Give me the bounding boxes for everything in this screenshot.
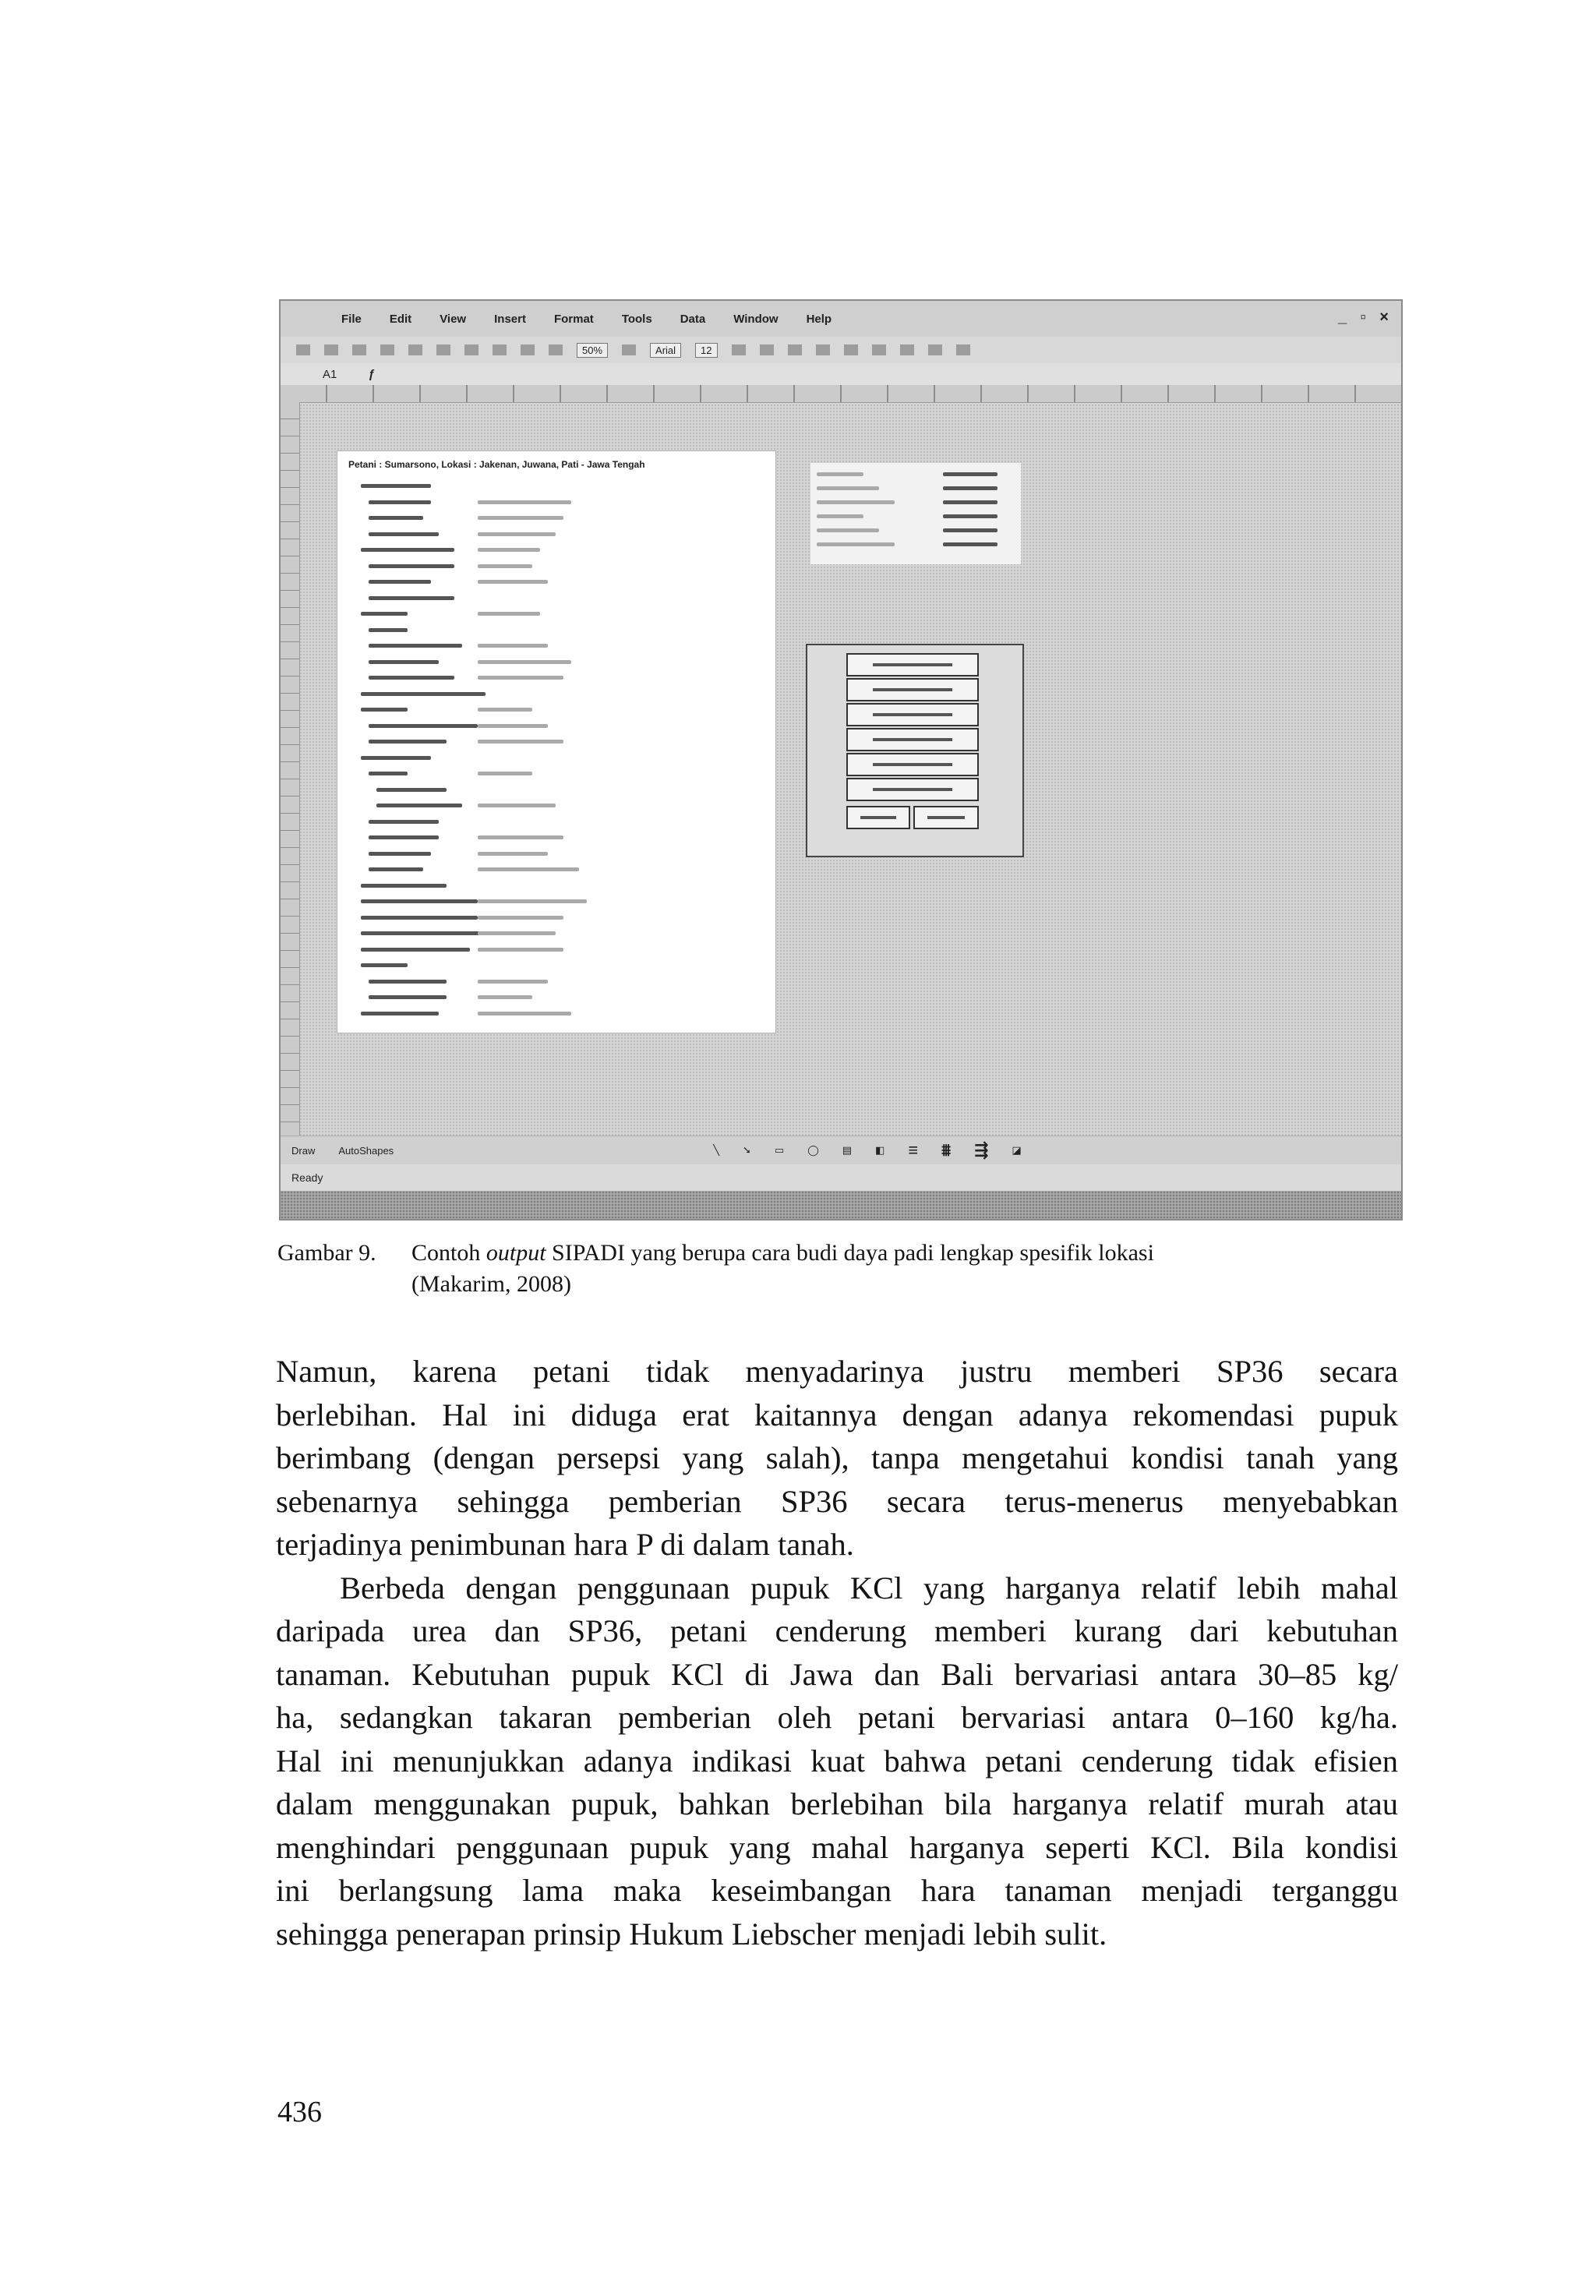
page-number: 436 xyxy=(277,2096,322,2128)
panel-line-value xyxy=(478,724,548,728)
row-headers xyxy=(281,402,300,1136)
panel-line-value xyxy=(478,931,556,935)
panel-line-label xyxy=(361,612,408,616)
dialog-button-4[interactable] xyxy=(846,728,979,751)
new-file-icon[interactable] xyxy=(296,344,310,355)
percent-icon[interactable] xyxy=(900,344,914,355)
text-box-icon[interactable]: ▤ xyxy=(842,1144,853,1156)
panel-line-value xyxy=(478,899,587,903)
panel-line-label xyxy=(361,1012,439,1016)
fill-color-icon[interactable] xyxy=(956,344,970,355)
panel-line-label xyxy=(369,644,462,648)
para-1-line-1: Namun, karena petani tidak menyadarinya justru memberi SP36 secara xyxy=(276,1354,1398,1389)
panel-line-label xyxy=(369,596,454,600)
panel-line-value xyxy=(478,516,563,520)
shadow-icon[interactable]: ◪ xyxy=(1012,1144,1022,1156)
rectangle-tool-icon[interactable]: ▭ xyxy=(774,1144,785,1156)
para-1-line-3: berimbang (dengan persepsi yang salah), tanpa mengetahui kondisi tanah yang xyxy=(276,1440,1398,1475)
menu-item-tools[interactable]: Tools xyxy=(621,312,652,326)
menu-dialog xyxy=(806,644,1024,857)
name-box[interactable]: A1 xyxy=(323,367,337,381)
panel-line-label xyxy=(369,772,408,775)
panel-line-label xyxy=(376,788,447,792)
panel-line-value xyxy=(478,676,563,680)
status-bar xyxy=(281,1164,1401,1191)
body-text xyxy=(276,1350,1398,1955)
panel-line-label xyxy=(369,564,454,568)
panel-line-value xyxy=(478,708,532,712)
caption-text-post: SIPADI yang berupa cara budi daya padi lengkap spesifik lokasi xyxy=(546,1240,1154,1266)
panel-line-value xyxy=(478,772,532,775)
figure-caption xyxy=(277,1238,1400,1300)
sort-icon[interactable] xyxy=(549,344,563,355)
draw-menu[interactable]: Draw xyxy=(291,1144,316,1157)
cut-icon[interactable] xyxy=(408,344,422,355)
menu-item-data[interactable]: Data xyxy=(680,312,706,326)
para-2-line-3: tanaman. Kebutuhan pupuk KCl di Jawa dan Bali bervariasi antara 30–85 kg/ xyxy=(276,1656,1398,1692)
para-1-line-4: sebenarnya sehingga pemberian SP36 secara terus-menerus menyebabkan xyxy=(276,1483,1398,1519)
panel-line-label xyxy=(361,899,478,903)
fertilizer-line-label xyxy=(817,528,879,532)
paste-icon[interactable] xyxy=(464,344,478,355)
fx-icon: ƒ xyxy=(368,367,375,381)
panel-line-label xyxy=(369,740,447,744)
panel-line-label xyxy=(369,580,431,584)
save-icon[interactable] xyxy=(352,344,366,355)
panel-line-label xyxy=(361,948,470,952)
menu-item-help[interactable]: Help xyxy=(806,312,832,326)
dialog-button-7[interactable] xyxy=(846,806,910,829)
panel-line-value xyxy=(478,580,548,584)
caption-line-2: (Makarim, 2008) xyxy=(411,1271,571,1297)
panel-line-value xyxy=(478,548,540,552)
fertilizer-line-value xyxy=(943,500,998,504)
menu-item-file[interactable]: File xyxy=(341,312,362,326)
italic-icon[interactable] xyxy=(760,344,774,355)
line-tool-icon[interactable]: ╲ xyxy=(713,1144,720,1156)
menu-item-format[interactable]: Format xyxy=(553,312,594,326)
panel-line-value xyxy=(478,740,563,744)
fertilizer-line-value xyxy=(943,542,998,546)
para-2-line-7: menghindari penggunaan pupuk yang mahal harganya seperti KCl. Bila kondisi xyxy=(276,1829,1398,1865)
panel-line-label xyxy=(369,724,478,728)
figure-screenshot xyxy=(279,299,1403,1220)
menu-item-edit[interactable]: Edit xyxy=(389,312,412,326)
menu-item-insert[interactable]: Insert xyxy=(494,312,526,326)
help-icon[interactable] xyxy=(622,344,636,355)
panel-line-label xyxy=(369,835,439,839)
oval-tool-icon[interactable]: ◯ xyxy=(807,1144,819,1156)
drawing-toolbar xyxy=(281,1136,1401,1164)
font-select[interactable]: Arial xyxy=(650,343,681,358)
print-icon[interactable] xyxy=(380,344,394,355)
panel-line-label xyxy=(361,692,486,696)
para-1-line-5: terjadinya penimbunan hara P di dalam tanah. xyxy=(276,1527,854,1562)
fertilizer-line-label xyxy=(817,486,879,490)
para-2-line-4: ha, sedangkan takaran pemberian oleh petani bervariasi antara 0–160 kg/ha. xyxy=(276,1700,1398,1735)
fertilizer-list xyxy=(810,463,1021,564)
panel-line-label xyxy=(361,708,408,712)
menu-item-view[interactable]: View xyxy=(440,312,467,326)
panel-line-value xyxy=(478,948,563,952)
taskbar xyxy=(281,1191,1401,1219)
panel-line-value xyxy=(478,852,548,856)
panel-line-label xyxy=(369,500,431,504)
dialog-button-8[interactable] xyxy=(913,806,979,829)
panel-line-value xyxy=(478,1012,571,1016)
window-close-icon[interactable]: _ ▫ × xyxy=(1337,309,1393,326)
currency-icon[interactable] xyxy=(872,344,886,355)
panel-line-label xyxy=(376,804,462,807)
panel-line-label xyxy=(361,756,431,760)
panel-line-label xyxy=(361,931,486,935)
para-2-line-9: sehingga penerapan prinsip Hukum Liebscher menjadi lebih sulit. xyxy=(276,1916,1107,1952)
para-2-line-2: daripada urea dan SP36, petani cenderung memberi kurang dari kebutuhan xyxy=(276,1613,1398,1648)
font-size-select[interactable]: 12 xyxy=(695,343,717,358)
para-2-line-1: Berbeda dengan penggunaan pupuk KCl yang harganya relatif lebih mahal xyxy=(340,1570,1398,1605)
panel-line-value xyxy=(478,804,556,807)
arrow-style-icon[interactable]: ⇶ xyxy=(973,1140,989,1160)
align-center-icon[interactable] xyxy=(844,344,858,355)
formula-bar xyxy=(281,363,1401,386)
dialog-button-2[interactable] xyxy=(846,678,979,701)
caption-text-pre: Contoh xyxy=(411,1240,486,1266)
fertilizer-line-label xyxy=(817,472,863,476)
para-1-line-2: berlebihan. Hal ini diduga erat kaitannya dengan adanya rekomendasi pupuk xyxy=(276,1397,1398,1432)
panel-line-label xyxy=(369,820,439,824)
panel-line-value xyxy=(478,867,579,871)
open-file-icon[interactable] xyxy=(324,344,338,355)
panel-line-label xyxy=(369,867,423,871)
panel-line-value xyxy=(478,660,571,664)
zoom-select[interactable]: 50% xyxy=(577,343,608,358)
copy-icon[interactable] xyxy=(436,344,450,355)
dialog-button-3[interactable] xyxy=(846,703,979,726)
fertilizer-line-value xyxy=(943,472,998,476)
dash-style-icon[interactable]: ⩩ xyxy=(941,1140,951,1160)
panel-line-label xyxy=(361,884,447,888)
para-2-line-8: ini berlangsung lama maka keseimbangan hara tanaman menjadi terganggu xyxy=(276,1873,1398,1908)
panel-line-value xyxy=(478,995,532,999)
output-panel xyxy=(337,450,776,1033)
dialog-button-1[interactable] xyxy=(846,653,979,676)
panel-line-label xyxy=(369,660,439,664)
status-text: Ready xyxy=(291,1171,323,1184)
column-headers xyxy=(281,385,1401,403)
fertilizer-line-value xyxy=(943,486,998,490)
autoshapes-menu[interactable]: AutoShapes xyxy=(338,1144,394,1157)
panel-line-label xyxy=(361,963,408,967)
panel-line-label xyxy=(361,916,478,920)
arrow-tool-icon[interactable]: ➘ xyxy=(743,1144,751,1156)
panel-line-label xyxy=(369,676,454,680)
sum-icon[interactable] xyxy=(521,344,535,355)
fertilizer-line-label xyxy=(817,542,895,546)
panel-line-label xyxy=(361,484,431,488)
panel-line-value xyxy=(478,500,571,504)
align-left-icon[interactable] xyxy=(816,344,830,355)
borders-icon[interactable] xyxy=(928,344,942,355)
panel-line-value xyxy=(478,835,563,839)
panel-line-label xyxy=(369,516,423,520)
fertilizer-line-label xyxy=(817,500,895,504)
para-2-line-5: Hal ini menunjukkan adanya indikasi kuat bahwa petani cenderung tidak efisien xyxy=(276,1743,1398,1779)
bold-icon[interactable] xyxy=(732,344,746,355)
panel-line-label xyxy=(369,628,408,632)
para-2-line-6: dalam menggunakan pupuk, bahkan berlebihan bila harganya relatif murah atau xyxy=(276,1786,1398,1821)
fertilizer-line-value xyxy=(943,528,998,532)
menu-item-window[interactable]: Window xyxy=(733,312,779,326)
caption-italic: output xyxy=(486,1240,546,1266)
panel-line-value xyxy=(478,980,548,984)
dialog-button-6[interactable] xyxy=(846,778,979,801)
panel-title: Petani : Sumarsono, Lokasi : Jakenan, Juwana, Pati - Jawa Tengah xyxy=(348,459,645,470)
line-style-icon[interactable]: ≡ xyxy=(908,1140,919,1160)
fertilizer-line-label xyxy=(817,514,863,518)
menu-bar xyxy=(281,301,1401,337)
panel-line-value xyxy=(478,644,548,648)
panel-line-label xyxy=(369,852,431,856)
underline-icon[interactable] xyxy=(788,344,802,355)
caption-line-1 xyxy=(277,1238,1400,1269)
panel-line-value xyxy=(478,612,540,616)
dialog-button-5[interactable] xyxy=(846,753,979,776)
panel-line-value xyxy=(478,916,563,920)
panel-line-label xyxy=(369,995,447,999)
panel-line-label xyxy=(369,980,447,984)
fertilizer-line-value xyxy=(943,514,998,518)
standard-toolbar xyxy=(281,337,1401,364)
panel-line-value xyxy=(478,532,556,536)
caption-label: Gambar 9. xyxy=(277,1240,376,1266)
undo-icon[interactable] xyxy=(493,344,507,355)
panel-line-value xyxy=(478,564,532,568)
panel-line-label xyxy=(369,532,439,536)
fill-icon[interactable]: ◧ xyxy=(875,1144,885,1156)
panel-line-label xyxy=(361,548,454,552)
